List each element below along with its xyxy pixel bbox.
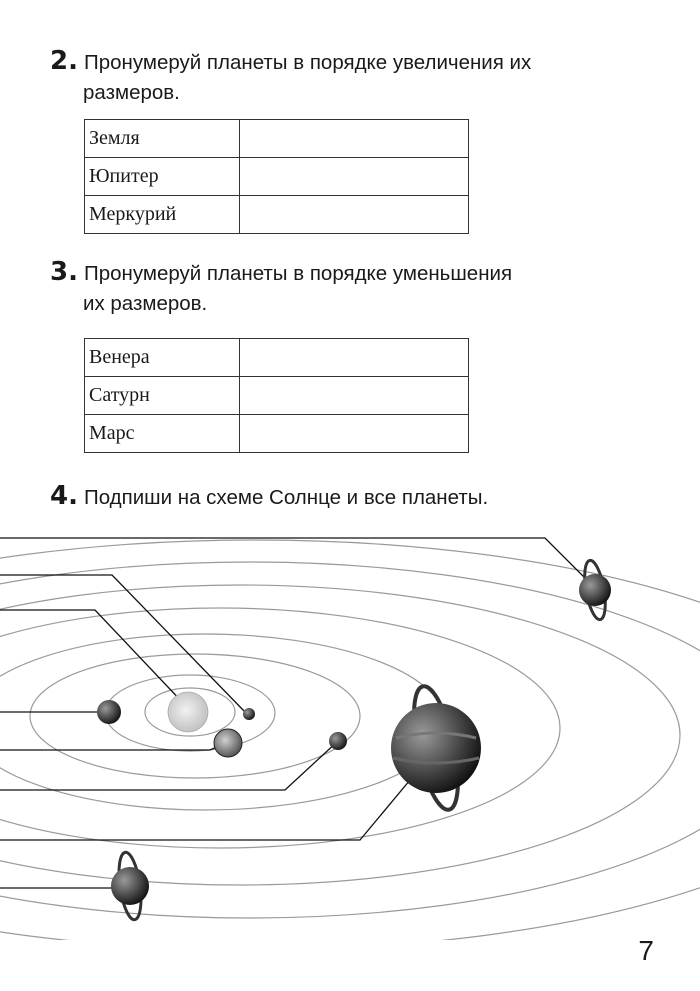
task-3 bbox=[50, 257, 650, 319]
table-row bbox=[85, 415, 469, 453]
leader-line bbox=[0, 741, 338, 790]
planet-name: Сатурн bbox=[85, 377, 240, 415]
task-4-text: Подпиши на схеме Солнце и все планеты. bbox=[83, 486, 489, 509]
task-2-text-line2: размеров. bbox=[83, 81, 180, 104]
table-row bbox=[85, 377, 469, 415]
table-row bbox=[85, 196, 469, 234]
jupiter-planet-icon bbox=[391, 683, 481, 814]
mars-planet-icon bbox=[329, 732, 347, 750]
planet-name: Марс bbox=[85, 415, 240, 453]
task-2-number: 2. bbox=[50, 46, 78, 76]
task-2 bbox=[50, 46, 650, 108]
task-3-text-line2: их размеров. bbox=[83, 292, 208, 315]
task-3-table bbox=[84, 338, 469, 453]
task-3-number: 3. bbox=[50, 257, 78, 287]
mercury-planet-icon bbox=[243, 708, 255, 720]
task-2-table bbox=[84, 119, 469, 234]
task-3-text-line1: Пронумеруй планеты в порядке уменьшения bbox=[83, 262, 513, 285]
earth-planet-icon bbox=[214, 729, 242, 757]
planet-name: Меркурий bbox=[85, 196, 240, 234]
table-row bbox=[85, 339, 469, 377]
planet-name: Венера bbox=[85, 339, 240, 377]
task-2-text-line1: Пронумеруй планеты в порядке увеличения их bbox=[83, 51, 532, 74]
bottom-ringed-planet-icon bbox=[111, 851, 149, 921]
table-row bbox=[85, 120, 469, 158]
answer-cell[interactable] bbox=[240, 158, 469, 196]
answer-cell[interactable] bbox=[240, 339, 469, 377]
task-4 bbox=[50, 481, 650, 513]
planet-name: Земля bbox=[85, 120, 240, 158]
leader-line bbox=[0, 742, 228, 750]
solar-system-diagram bbox=[0, 520, 700, 940]
orbit bbox=[0, 634, 445, 810]
planet-name: Юпитер bbox=[85, 158, 240, 196]
outer-ringed-planet-icon bbox=[579, 559, 611, 621]
answer-cell[interactable] bbox=[240, 196, 469, 234]
label-leader-lines bbox=[0, 538, 595, 888]
sun-icon bbox=[168, 692, 208, 732]
page-number: 7 bbox=[638, 935, 654, 966]
leader-line bbox=[0, 575, 245, 712]
table-row bbox=[85, 158, 469, 196]
answer-cell[interactable] bbox=[240, 415, 469, 453]
leader-line bbox=[0, 610, 185, 705]
answer-cell[interactable] bbox=[240, 120, 469, 158]
answer-cell[interactable] bbox=[240, 377, 469, 415]
venus-planet-icon bbox=[97, 700, 121, 724]
task-4-number: 4. bbox=[50, 481, 78, 511]
